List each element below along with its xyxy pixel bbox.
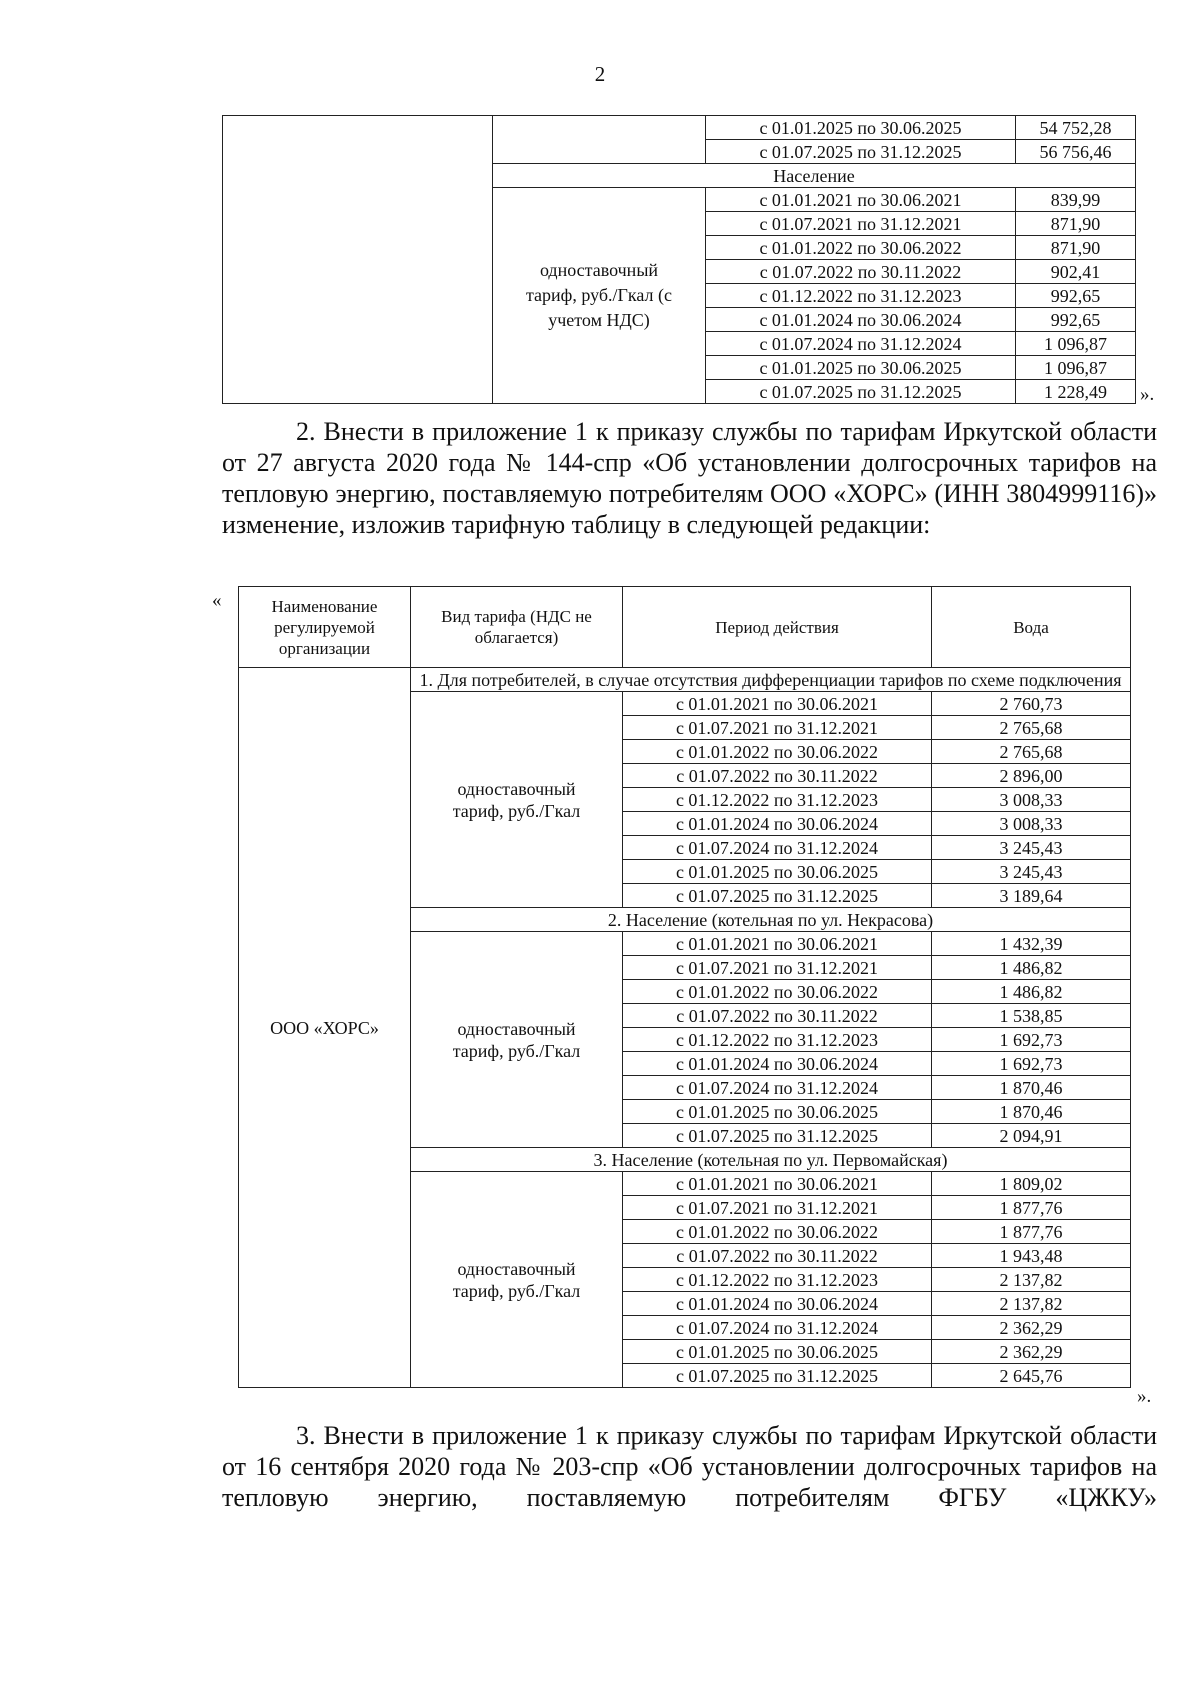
value-cell: 1 877,76 (932, 1196, 1131, 1220)
value-cell: 992,65 (1016, 308, 1136, 332)
period-cell: с 01.12.2022 по 31.12.2023 (623, 1268, 932, 1292)
closing-quote: ». (1137, 1386, 1152, 1407)
section-title: 1. Для потребителей, в случае отсутствия дифференциации тарифов по схеме подключения (411, 668, 1131, 692)
value-cell: 2 765,68 (932, 716, 1131, 740)
value-cell: 1 877,76 (932, 1220, 1131, 1244)
period-cell: с 01.07.2025 по 31.12.2025 (623, 1124, 932, 1148)
period-cell: с 01.07.2021 по 31.12.2021 (706, 212, 1016, 236)
period-cell: с 01.07.2022 по 30.11.2022 (706, 260, 1016, 284)
value-cell: 2 362,29 (932, 1340, 1131, 1364)
period-cell: с 01.07.2021 по 31.12.2021 (623, 956, 932, 980)
value-cell: 2 137,82 (932, 1268, 1131, 1292)
value-cell: 1 096,87 (1016, 332, 1136, 356)
value-cell: 54 752,28 (1016, 116, 1136, 140)
value-cell: 871,90 (1016, 236, 1136, 260)
value-cell: 1 228,49 (1016, 380, 1136, 404)
period-cell: с 01.01.2021 по 30.06.2021 (623, 932, 932, 956)
period-cell: с 01.07.2021 по 31.12.2021 (623, 1196, 932, 1220)
value-cell: 3 008,33 (932, 788, 1131, 812)
period-cell: с 01.07.2024 по 31.12.2024 (623, 1316, 932, 1340)
period-cell: с 01.07.2025 по 31.12.2025 (706, 140, 1016, 164)
value-cell: 2 094,91 (932, 1124, 1131, 1148)
period-cell: с 01.01.2021 по 30.06.2021 (706, 188, 1016, 212)
tariff-label: одноставочный тариф, руб./Гкал (411, 1172, 623, 1388)
period-cell: с 01.01.2022 по 30.06.2022 (706, 236, 1016, 260)
value-cell: 3 008,33 (932, 812, 1131, 836)
value-cell: 2 645,76 (932, 1364, 1131, 1388)
tariff-label: одноставочный тариф, руб./Гкал (411, 692, 623, 908)
period-cell: с 01.01.2025 по 30.06.2025 (706, 116, 1016, 140)
header-tariff-type: Вид тарифа (НДС не облагается) (411, 587, 623, 668)
value-cell: 2 896,00 (932, 764, 1131, 788)
value-cell: 1 692,73 (932, 1028, 1131, 1052)
period-cell: с 01.07.2022 по 30.11.2022 (623, 764, 932, 788)
period-cell: с 01.01.2022 по 30.06.2022 (623, 1220, 932, 1244)
value-cell: 3 245,43 (932, 836, 1131, 860)
value-cell: 1 943,48 (932, 1244, 1131, 1268)
value-cell: 902,41 (1016, 260, 1136, 284)
value-cell: 1 486,82 (932, 956, 1131, 980)
period-cell: с 01.07.2025 по 31.12.2025 (623, 884, 932, 908)
page-number: 2 (594, 62, 606, 86)
value-cell: 1 870,46 (932, 1100, 1131, 1124)
value-cell: 1 538,85 (932, 1004, 1131, 1028)
period-cell: с 01.12.2022 по 31.12.2023 (623, 1028, 932, 1052)
period-cell: с 01.01.2024 по 30.06.2024 (706, 308, 1016, 332)
value-cell: 2 137,82 (932, 1292, 1131, 1316)
value-cell: 1 096,87 (1016, 356, 1136, 380)
tariff-label: одноставочный тариф, руб./Гкал (с учетом НДС) (493, 188, 706, 404)
value-cell: 2 362,29 (932, 1316, 1131, 1340)
opening-quote: « (212, 590, 222, 611)
period-cell: с 01.01.2025 по 30.06.2025 (623, 1340, 932, 1364)
value-cell: 1 486,82 (932, 980, 1131, 1004)
tariff-type-cell (493, 116, 706, 164)
top-tariff-table (222, 115, 1136, 404)
tariff-label: одноставочный тариф, руб./Гкал (411, 932, 623, 1148)
value-cell: 1 692,73 (932, 1052, 1131, 1076)
period-cell: с 01.07.2025 по 31.12.2025 (706, 380, 1016, 404)
value-cell: 1 809,02 (932, 1172, 1131, 1196)
period-cell: с 01.07.2022 по 30.11.2022 (623, 1244, 932, 1268)
period-cell: с 01.01.2021 по 30.06.2021 (623, 692, 932, 716)
period-cell: с 01.12.2022 по 31.12.2023 (706, 284, 1016, 308)
section-row (239, 668, 1131, 692)
value-cell: 839,99 (1016, 188, 1136, 212)
period-cell: с 01.07.2024 по 31.12.2024 (623, 836, 932, 860)
period-cell: с 01.01.2022 по 30.06.2022 (623, 740, 932, 764)
header-water: Вода (932, 587, 1131, 668)
paragraph-2: 2. Внести в приложение 1 к приказу службы по тарифам Иркутской области от 27 августа 2020 года № 144-спр «Об установлении долгосрочных тарифов на тепловую энергию, поставляемую потребителям ООО «ХОРС» (ИНН 3804999116)» изменение, изложив тарифную таблицу в следующей редакции: (222, 417, 1157, 539)
period-cell: с 01.07.2022 по 30.11.2022 (623, 1004, 932, 1028)
closing-quote: ». (1140, 384, 1155, 405)
section-title: 2. Население (котельная по ул. Некрасова) (411, 908, 1131, 932)
section-title: 3. Население (котельная по ул. Первомайская) (411, 1148, 1131, 1172)
value-cell: 2 765,68 (932, 740, 1131, 764)
value-cell: 1 870,46 (932, 1076, 1131, 1100)
value-cell: 992,65 (1016, 284, 1136, 308)
value-cell: 871,90 (1016, 212, 1136, 236)
period-cell: с 01.01.2024 по 30.06.2024 (623, 812, 932, 836)
header-period: Период действия (623, 587, 932, 668)
value-cell: 1 432,39 (932, 932, 1131, 956)
period-cell: с 01.01.2024 по 30.06.2024 (623, 1052, 932, 1076)
value-cell: 2 760,73 (932, 692, 1131, 716)
header-org: Наименование регулируемой организации (239, 587, 411, 668)
period-cell: с 01.07.2021 по 31.12.2021 (623, 716, 932, 740)
table-row (223, 116, 1136, 140)
period-cell: с 01.01.2021 по 30.06.2021 (623, 1172, 932, 1196)
period-cell: с 01.12.2022 по 31.12.2023 (623, 788, 932, 812)
period-cell: с 01.01.2022 по 30.06.2022 (623, 980, 932, 1004)
paragraph-3: 3. Внести в приложение 1 к приказу службы по тарифам Иркутской области от 16 сентября 2020 года № 203-спр «Об установлении долгосрочных тарифов на тепловую энергию, поставляемую потребителям ФГБУ «ЦЖКУ» (222, 1421, 1157, 1512)
section-title: Население (493, 164, 1136, 188)
org-name-cell (223, 116, 493, 404)
period-cell: с 01.01.2025 по 30.06.2025 (623, 860, 932, 884)
value-cell: 56 756,46 (1016, 140, 1136, 164)
period-cell: с 01.01.2024 по 30.06.2024 (623, 1292, 932, 1316)
period-cell: с 01.07.2024 по 31.12.2024 (706, 332, 1016, 356)
value-cell: 3 189,64 (932, 884, 1131, 908)
period-cell: с 01.07.2024 по 31.12.2024 (623, 1076, 932, 1100)
main-tariff-table (238, 586, 1131, 1388)
period-cell: с 01.07.2025 по 31.12.2025 (623, 1364, 932, 1388)
period-cell: с 01.01.2025 по 30.06.2025 (706, 356, 1016, 380)
org-name-cell: ООО «ХОРС» (239, 668, 411, 1388)
period-cell: с 01.01.2025 по 30.06.2025 (623, 1100, 932, 1124)
value-cell: 3 245,43 (932, 860, 1131, 884)
